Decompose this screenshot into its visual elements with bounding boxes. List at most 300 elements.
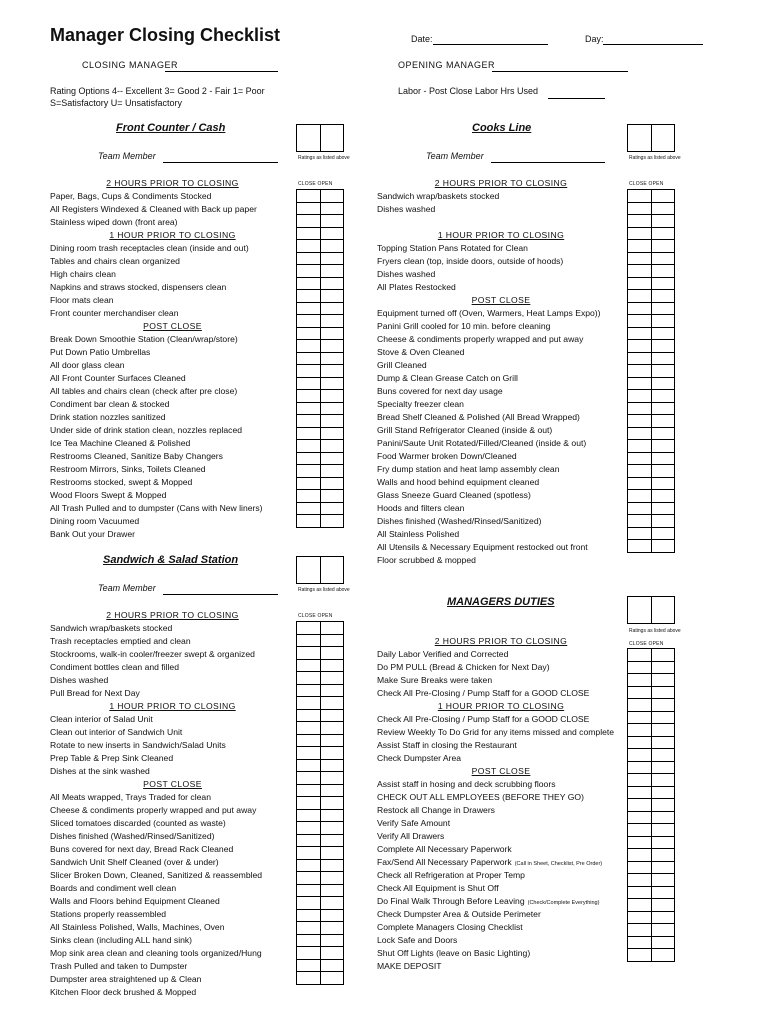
sandwich-team-member-field[interactable] — [163, 594, 278, 595]
open-checkbox[interactable] — [652, 774, 675, 786]
checkbox-row[interactable] — [297, 315, 343, 328]
open-checkbox[interactable] — [652, 924, 675, 936]
checkbox-row[interactable] — [628, 937, 674, 950]
open-checkbox[interactable] — [652, 415, 675, 427]
close-checkbox[interactable] — [628, 899, 652, 911]
open-checkbox[interactable] — [321, 910, 344, 922]
checkbox-row[interactable] — [628, 315, 674, 328]
open-checkbox[interactable] — [321, 947, 344, 959]
open-checkbox[interactable] — [652, 862, 675, 874]
open-checkbox[interactable] — [652, 453, 675, 465]
open-checkbox[interactable] — [652, 278, 675, 290]
checkbox-row[interactable] — [628, 215, 674, 228]
checkbox-row[interactable] — [628, 190, 674, 203]
open-checkbox[interactable] — [652, 649, 675, 661]
open-checkbox[interactable] — [652, 762, 675, 774]
open-checkbox[interactable] — [321, 490, 344, 502]
open-checkbox[interactable] — [321, 885, 344, 897]
checkbox-row[interactable] — [628, 687, 674, 700]
close-checkbox[interactable] — [297, 622, 321, 634]
close-checkbox[interactable] — [628, 774, 652, 786]
closing-manager-field[interactable] — [165, 71, 278, 72]
open-checkbox[interactable] — [321, 897, 344, 909]
open-checkbox[interactable] — [321, 735, 344, 747]
close-checkbox[interactable] — [628, 378, 652, 390]
checkbox-row[interactable] — [628, 365, 674, 378]
open-checkbox[interactable] — [652, 490, 675, 502]
close-checkbox[interactable] — [297, 303, 321, 315]
checkbox-row[interactable] — [628, 378, 674, 391]
checkbox-row[interactable] — [628, 278, 674, 291]
open-checkbox[interactable] — [652, 315, 675, 327]
checkbox-row[interactable] — [297, 760, 343, 773]
open-checkbox[interactable] — [321, 972, 344, 984]
close-checkbox[interactable] — [297, 415, 321, 427]
close-checkbox[interactable] — [297, 772, 321, 784]
open-checkbox[interactable] — [321, 265, 344, 277]
open-checkbox[interactable] — [321, 672, 344, 684]
day-field[interactable] — [603, 44, 703, 45]
close-checkbox[interactable] — [297, 440, 321, 452]
checkbox-row[interactable] — [297, 810, 343, 823]
checkbox-row[interactable] — [628, 403, 674, 416]
close-checkbox[interactable] — [628, 403, 652, 415]
open-checkbox[interactable] — [321, 278, 344, 290]
sandwich-rating-box[interactable] — [296, 556, 344, 584]
checkbox-row[interactable] — [628, 340, 674, 353]
checkbox-row[interactable] — [297, 453, 343, 466]
checkbox-row[interactable] — [628, 824, 674, 837]
close-checkbox[interactable] — [628, 365, 652, 377]
checkbox-row[interactable] — [297, 390, 343, 403]
checkbox-row[interactable] — [297, 190, 343, 203]
close-checkbox[interactable] — [297, 897, 321, 909]
close-checkbox[interactable] — [297, 860, 321, 872]
open-checkbox[interactable] — [652, 203, 675, 215]
open-checkbox[interactable] — [652, 787, 675, 799]
open-checkbox[interactable] — [321, 722, 344, 734]
open-checkbox[interactable] — [652, 240, 675, 252]
checkbox-row[interactable] — [628, 712, 674, 725]
open-checkbox[interactable] — [652, 515, 675, 527]
open-checkbox[interactable] — [321, 365, 344, 377]
close-checkbox[interactable] — [628, 415, 652, 427]
close-checkbox[interactable] — [628, 290, 652, 302]
open-checkbox[interactable] — [652, 912, 675, 924]
close-checkbox[interactable] — [297, 747, 321, 759]
open-checkbox[interactable] — [321, 835, 344, 847]
close-checkbox[interactable] — [297, 947, 321, 959]
close-checkbox[interactable] — [297, 797, 321, 809]
checkbox-row[interactable] — [297, 378, 343, 391]
open-checkbox[interactable] — [321, 378, 344, 390]
open-checkbox[interactable] — [321, 340, 344, 352]
open-checkbox[interactable] — [321, 440, 344, 452]
checkbox-row[interactable] — [297, 660, 343, 673]
close-checkbox[interactable] — [297, 240, 321, 252]
close-checkbox[interactable] — [297, 290, 321, 302]
close-checkbox[interactable] — [628, 265, 652, 277]
open-checkbox[interactable] — [321, 215, 344, 227]
open-checkbox[interactable] — [652, 328, 675, 340]
close-checkbox[interactable] — [628, 712, 652, 724]
close-checkbox[interactable] — [628, 315, 652, 327]
checkbox-row[interactable] — [297, 935, 343, 948]
close-checkbox[interactable] — [297, 635, 321, 647]
date-field[interactable] — [433, 44, 548, 45]
open-checkbox[interactable] — [321, 290, 344, 302]
checkbox-row[interactable] — [297, 278, 343, 291]
open-checkbox[interactable] — [321, 253, 344, 265]
open-checkbox[interactable] — [652, 265, 675, 277]
checkbox-row[interactable] — [628, 303, 674, 316]
close-checkbox[interactable] — [628, 737, 652, 749]
close-checkbox[interactable] — [297, 215, 321, 227]
checkbox-row[interactable] — [297, 465, 343, 478]
checkbox-row[interactable] — [297, 910, 343, 923]
checkbox-row[interactable] — [297, 253, 343, 266]
checkbox-row[interactable] — [297, 340, 343, 353]
open-checkbox[interactable] — [321, 697, 344, 709]
checkbox-row[interactable] — [628, 328, 674, 341]
close-checkbox[interactable] — [628, 862, 652, 874]
close-checkbox[interactable] — [297, 465, 321, 477]
open-checkbox[interactable] — [652, 465, 675, 477]
checkbox-row[interactable] — [297, 860, 343, 873]
open-checkbox[interactable] — [652, 390, 675, 402]
open-checkbox[interactable] — [321, 635, 344, 647]
open-checkbox[interactable] — [321, 772, 344, 784]
open-checkbox[interactable] — [321, 872, 344, 884]
open-checkbox[interactable] — [652, 365, 675, 377]
checkbox-row[interactable] — [628, 849, 674, 862]
close-checkbox[interactable] — [297, 478, 321, 490]
checkbox-row[interactable] — [297, 440, 343, 453]
close-checkbox[interactable] — [297, 785, 321, 797]
close-checkbox[interactable] — [628, 887, 652, 899]
front-counter-team-member-field[interactable] — [163, 162, 278, 163]
open-checkbox[interactable] — [652, 662, 675, 674]
open-checkbox[interactable] — [652, 340, 675, 352]
close-checkbox[interactable] — [628, 240, 652, 252]
close-checkbox[interactable] — [628, 812, 652, 824]
close-checkbox[interactable] — [628, 699, 652, 711]
checkbox-row[interactable] — [628, 924, 674, 937]
open-checkbox[interactable] — [652, 812, 675, 824]
close-checkbox[interactable] — [297, 885, 321, 897]
open-checkbox[interactable] — [652, 503, 675, 515]
close-checkbox[interactable] — [297, 490, 321, 502]
checkbox-row[interactable] — [628, 465, 674, 478]
checkbox-row[interactable] — [628, 453, 674, 466]
open-checkbox[interactable] — [321, 622, 344, 634]
close-checkbox[interactable] — [297, 515, 321, 527]
open-checkbox[interactable] — [652, 674, 675, 686]
open-checkbox[interactable] — [321, 515, 344, 527]
close-checkbox[interactable] — [297, 353, 321, 365]
open-checkbox[interactable] — [321, 240, 344, 252]
close-checkbox[interactable] — [297, 453, 321, 465]
close-checkbox[interactable] — [297, 735, 321, 747]
close-checkbox[interactable] — [297, 190, 321, 202]
open-checkbox[interactable] — [321, 315, 344, 327]
checkbox-row[interactable] — [628, 837, 674, 850]
close-checkbox[interactable] — [628, 662, 652, 674]
cooks-line-team-member-field[interactable] — [491, 162, 605, 163]
checkbox-row[interactable] — [297, 847, 343, 860]
open-checkbox[interactable] — [652, 528, 675, 540]
close-checkbox[interactable] — [628, 428, 652, 440]
open-checkbox[interactable] — [321, 860, 344, 872]
close-checkbox[interactable] — [628, 912, 652, 924]
close-checkbox[interactable] — [297, 972, 321, 984]
checkbox-row[interactable] — [297, 215, 343, 228]
checkbox-row[interactable] — [628, 724, 674, 737]
close-checkbox[interactable] — [297, 922, 321, 934]
checkbox-row[interactable] — [628, 240, 674, 253]
open-checkbox[interactable] — [321, 203, 344, 215]
checkbox-row[interactable] — [628, 874, 674, 887]
checkbox-row[interactable] — [628, 899, 674, 912]
checkbox-row[interactable] — [628, 812, 674, 825]
open-checkbox[interactable] — [652, 478, 675, 490]
close-checkbox[interactable] — [297, 390, 321, 402]
checkbox-row[interactable] — [297, 353, 343, 366]
close-checkbox[interactable] — [297, 278, 321, 290]
checkbox-row[interactable] — [297, 710, 343, 723]
open-checkbox[interactable] — [321, 797, 344, 809]
close-checkbox[interactable] — [628, 799, 652, 811]
open-checkbox[interactable] — [321, 228, 344, 240]
close-checkbox[interactable] — [628, 762, 652, 774]
close-checkbox[interactable] — [297, 203, 321, 215]
open-checkbox[interactable] — [652, 353, 675, 365]
open-checkbox[interactable] — [321, 922, 344, 934]
close-checkbox[interactable] — [297, 253, 321, 265]
checkbox-row[interactable] — [297, 428, 343, 441]
checkbox-row[interactable] — [297, 885, 343, 898]
checkbox-row[interactable] — [628, 515, 674, 528]
open-checkbox[interactable] — [652, 899, 675, 911]
close-checkbox[interactable] — [297, 672, 321, 684]
close-checkbox[interactable] — [628, 503, 652, 515]
open-checkbox[interactable] — [321, 960, 344, 972]
labor-field[interactable] — [548, 98, 605, 99]
close-checkbox[interactable] — [628, 328, 652, 340]
checkbox-row[interactable] — [628, 862, 674, 875]
sandwich-checkbox-grid[interactable] — [296, 621, 344, 985]
checkbox-row[interactable] — [628, 415, 674, 428]
checkbox-row[interactable] — [297, 947, 343, 960]
checkbox-row[interactable] — [297, 697, 343, 710]
open-checkbox[interactable] — [652, 190, 675, 202]
close-checkbox[interactable] — [628, 924, 652, 936]
open-checkbox[interactable] — [652, 687, 675, 699]
checkbox-row[interactable] — [297, 822, 343, 835]
checkbox-row[interactable] — [297, 328, 343, 341]
close-checkbox[interactable] — [297, 660, 321, 672]
open-checkbox[interactable] — [321, 465, 344, 477]
open-checkbox[interactable] — [321, 453, 344, 465]
checkbox-row[interactable] — [628, 428, 674, 441]
checkbox-row[interactable] — [297, 490, 343, 503]
checkbox-row[interactable] — [628, 737, 674, 750]
checkbox-row[interactable] — [297, 735, 343, 748]
close-checkbox[interactable] — [297, 328, 321, 340]
cooks-line-rating-box[interactable] — [627, 124, 675, 152]
open-checkbox[interactable] — [652, 228, 675, 240]
open-checkbox[interactable] — [652, 749, 675, 761]
checkbox-row[interactable] — [297, 872, 343, 885]
checkbox-row[interactable] — [628, 749, 674, 762]
checkbox-row[interactable] — [297, 922, 343, 935]
open-checkbox[interactable] — [652, 837, 675, 849]
close-checkbox[interactable] — [628, 674, 652, 686]
close-checkbox[interactable] — [297, 265, 321, 277]
open-checkbox[interactable] — [652, 724, 675, 736]
open-checkbox[interactable] — [321, 785, 344, 797]
open-checkbox[interactable] — [321, 390, 344, 402]
checkbox-row[interactable] — [297, 515, 343, 528]
close-checkbox[interactable] — [628, 303, 652, 315]
open-checkbox[interactable] — [652, 215, 675, 227]
checkbox-row[interactable] — [297, 240, 343, 253]
checkbox-row[interactable] — [297, 960, 343, 973]
close-checkbox[interactable] — [628, 937, 652, 949]
checkbox-row[interactable] — [297, 772, 343, 785]
opening-manager-field[interactable] — [492, 71, 628, 72]
cooks-line-checkbox-grid[interactable] — [627, 189, 675, 553]
checkbox-row[interactable] — [297, 265, 343, 278]
close-checkbox[interactable] — [628, 540, 652, 552]
checkbox-row[interactable] — [297, 647, 343, 660]
checkbox-row[interactable] — [297, 797, 343, 810]
open-checkbox[interactable] — [321, 760, 344, 772]
open-checkbox[interactable] — [321, 403, 344, 415]
close-checkbox[interactable] — [297, 710, 321, 722]
close-checkbox[interactable] — [628, 687, 652, 699]
open-checkbox[interactable] — [321, 503, 344, 515]
checkbox-row[interactable] — [628, 774, 674, 787]
close-checkbox[interactable] — [297, 760, 321, 772]
close-checkbox[interactable] — [628, 874, 652, 886]
checkbox-row[interactable] — [628, 528, 674, 541]
open-checkbox[interactable] — [652, 403, 675, 415]
open-checkbox[interactable] — [652, 799, 675, 811]
checkbox-row[interactable] — [297, 835, 343, 848]
close-checkbox[interactable] — [297, 685, 321, 697]
checkbox-row[interactable] — [297, 672, 343, 685]
close-checkbox[interactable] — [297, 697, 321, 709]
close-checkbox[interactable] — [297, 647, 321, 659]
checkbox-row[interactable] — [628, 674, 674, 687]
open-checkbox[interactable] — [652, 290, 675, 302]
close-checkbox[interactable] — [628, 453, 652, 465]
close-checkbox[interactable] — [297, 503, 321, 515]
checkbox-row[interactable] — [628, 949, 674, 962]
checkbox-row[interactable] — [628, 503, 674, 516]
checkbox-row[interactable] — [297, 415, 343, 428]
open-checkbox[interactable] — [652, 699, 675, 711]
open-checkbox[interactable] — [321, 935, 344, 947]
checkbox-row[interactable] — [628, 228, 674, 241]
close-checkbox[interactable] — [297, 403, 321, 415]
checkbox-row[interactable] — [628, 649, 674, 662]
checkbox-row[interactable] — [297, 303, 343, 316]
close-checkbox[interactable] — [628, 340, 652, 352]
open-checkbox[interactable] — [652, 737, 675, 749]
checkbox-row[interactable] — [297, 403, 343, 416]
close-checkbox[interactable] — [628, 353, 652, 365]
managers-checkbox-grid[interactable] — [627, 648, 675, 962]
close-checkbox[interactable] — [628, 824, 652, 836]
open-checkbox[interactable] — [321, 328, 344, 340]
close-checkbox[interactable] — [297, 428, 321, 440]
checkbox-row[interactable] — [628, 490, 674, 503]
open-checkbox[interactable] — [321, 710, 344, 722]
close-checkbox[interactable] — [628, 465, 652, 477]
open-checkbox[interactable] — [321, 303, 344, 315]
open-checkbox[interactable] — [652, 874, 675, 886]
close-checkbox[interactable] — [628, 787, 652, 799]
close-checkbox[interactable] — [628, 724, 652, 736]
close-checkbox[interactable] — [297, 722, 321, 734]
checkbox-row[interactable] — [297, 785, 343, 798]
open-checkbox[interactable] — [652, 378, 675, 390]
open-checkbox[interactable] — [321, 847, 344, 859]
close-checkbox[interactable] — [628, 649, 652, 661]
close-checkbox[interactable] — [628, 837, 652, 849]
checkbox-row[interactable] — [628, 478, 674, 491]
open-checkbox[interactable] — [321, 747, 344, 759]
open-checkbox[interactable] — [652, 540, 675, 552]
close-checkbox[interactable] — [628, 478, 652, 490]
checkbox-row[interactable] — [628, 762, 674, 775]
checkbox-row[interactable] — [628, 887, 674, 900]
open-checkbox[interactable] — [652, 428, 675, 440]
close-checkbox[interactable] — [297, 910, 321, 922]
checkbox-row[interactable] — [628, 787, 674, 800]
open-checkbox[interactable] — [652, 887, 675, 899]
checkbox-row[interactable] — [297, 290, 343, 303]
checkbox-row[interactable] — [628, 699, 674, 712]
open-checkbox[interactable] — [652, 253, 675, 265]
checkbox-row[interactable] — [297, 972, 343, 985]
close-checkbox[interactable] — [628, 528, 652, 540]
close-checkbox[interactable] — [628, 490, 652, 502]
checkbox-row[interactable] — [297, 622, 343, 635]
checkbox-row[interactable] — [297, 747, 343, 760]
close-checkbox[interactable] — [297, 365, 321, 377]
open-checkbox[interactable] — [652, 937, 675, 949]
close-checkbox[interactable] — [297, 935, 321, 947]
close-checkbox[interactable] — [628, 949, 652, 961]
close-checkbox[interactable] — [628, 203, 652, 215]
close-checkbox[interactable] — [297, 872, 321, 884]
close-checkbox[interactable] — [628, 849, 652, 861]
open-checkbox[interactable] — [321, 685, 344, 697]
open-checkbox[interactable] — [321, 647, 344, 659]
open-checkbox[interactable] — [321, 810, 344, 822]
checkbox-row[interactable] — [628, 203, 674, 216]
open-checkbox[interactable] — [321, 660, 344, 672]
close-checkbox[interactable] — [297, 315, 321, 327]
checkbox-row[interactable] — [297, 228, 343, 241]
checkbox-row[interactable] — [297, 203, 343, 216]
managers-rating-box[interactable] — [627, 596, 675, 624]
close-checkbox[interactable] — [628, 190, 652, 202]
open-checkbox[interactable] — [652, 303, 675, 315]
